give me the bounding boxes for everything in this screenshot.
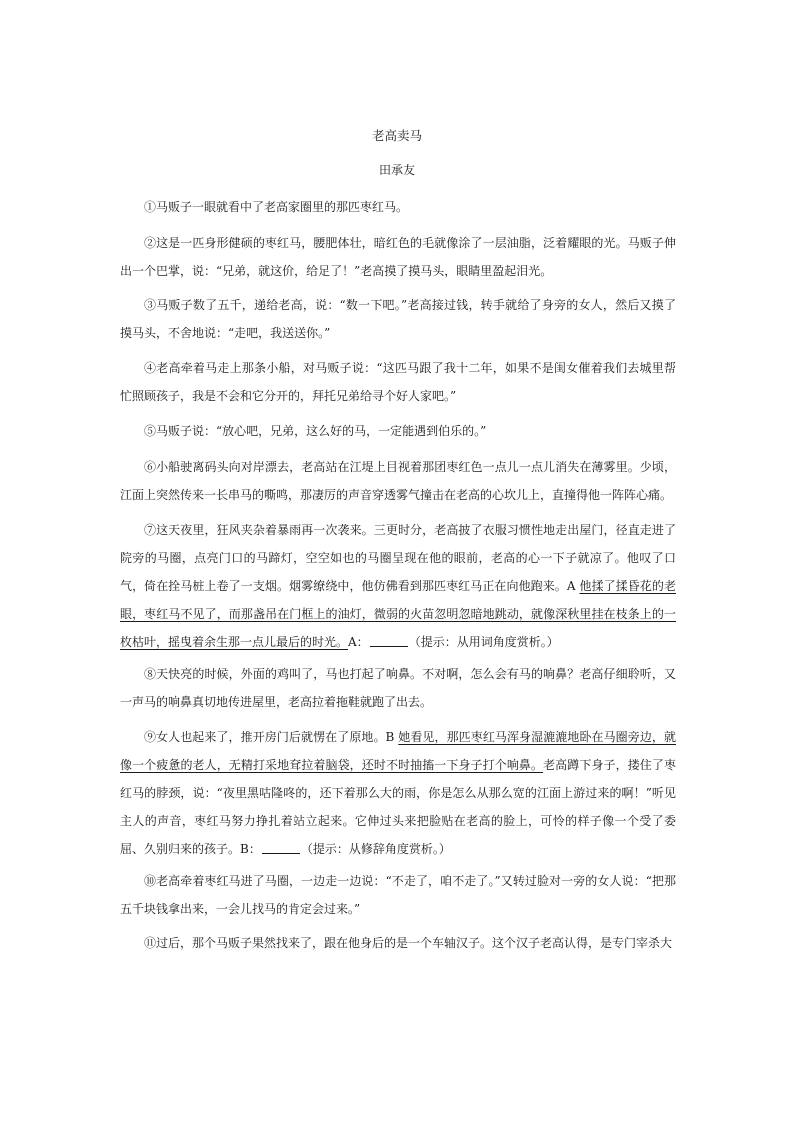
paragraph-11: ⑪过后，那个马贩子果然找来了，跟在他身后的是一个车轴汉子。这个汉子老高认得，是专门宰杀大 bbox=[144, 936, 673, 950]
article-author: 田承友 bbox=[378, 163, 415, 177]
paragraph-9 bbox=[120, 723, 676, 863]
answer-label-a: A： bbox=[348, 635, 369, 649]
paragraph-3: ③马贩子数了五千，递给老高，说：“数一下吧。”老高接过钱，转手就给了身旁的女人，然后又摸了摸马头，不舍地说：“走吧，我送送你。” bbox=[120, 298, 676, 340]
paragraph-6: ⑥小船驶离码头向对岸漂去，老高站在江堤上目视着那团枣红色一点儿一点儿消失在薄雾里。少顷，江面上突然传来一长串马的嘶鸣，那凄厉的声音穿透雾气撞击在老高的心坎儿上，直撞得他一阵阵心痛。 bbox=[120, 460, 676, 502]
paragraph-9-text: ⑨女人也起来了，推开房门后就愣在了原地。B bbox=[144, 730, 399, 744]
paragraph-7-text: ⑦这天夜里，狂风夹杂着暴雨再一次袭来。三更时分，老高披了衣服习惯性地走出屋门，径直走进了院旁的马圈，点亮门口的马蹄灯，空空如也的马圈呈现在他的眼前，老高的心一下子就凉了。他叹了口气，倚在拴马桩上卷了一支烟。烟雾缭绕中，他仿佛看到那匹枣红马正在向他跑来。A bbox=[120, 523, 676, 593]
paragraph-7 bbox=[120, 516, 676, 656]
paragraph-10: ⑩老高牵着枣红马进了马圈，一边走一边说：“不走了，咱不走了。”又转过脸对一旁的女人说：“把那五千块钱拿出来，一会儿找马的肯定会过来。” bbox=[120, 874, 676, 916]
hint-a: （提示：从用词角度赏析。） bbox=[408, 635, 559, 649]
article-title: 老高卖马 bbox=[371, 128, 422, 143]
underlined-sentence-b: 她看见，那匹枣红马浑身湿漉漉地卧在马圈旁边，就像一个疲惫的老人，无精打采地耷拉着脑袋，还时不时抽搐一下身子打个响鼻。 bbox=[120, 730, 676, 772]
paragraph-8: ⑧天快亮的时候，外面的鸡叫了，马也打起了响鼻。不对啊，怎么会有马的响鼻？老高仔细聆听，又一声马的响鼻真切地传进屋里，老高拉着拖鞋就跑了出去。 bbox=[120, 667, 676, 709]
hint-b: （提示：从修辞角度赏析。） bbox=[300, 842, 451, 856]
paragraph-9-continued: 老高蹲下身子，搂住了枣红马的脖颈，说：“夜里黑咕隆咚的，还下着那么大的雨，你是怎么从那么宽的江面上游过来的啊！”听见主人的声音，枣红马努力挣扎着站立起来。它伸过头来把脸贴在老高的脸上，可怜的样子像一个受了委屈、久别归来的孩子。B： bbox=[120, 758, 676, 856]
answer-blank-a[interactable] bbox=[370, 634, 408, 647]
paragraph-2: ②这是一匹身形健硕的枣红马，腰肥体壮，暗红色的毛就像涂了一层油脂，泛着耀眼的光。马贩子伸出一个巴掌，说：“兄弟，就这价，给足了！”老高摸了摸马头，眼睛里盈起泪光。 bbox=[120, 236, 676, 278]
paragraph-5: ⑤马贩子说：“放心吧，兄弟，这么好的马，一定能遇到伯乐的。” bbox=[144, 424, 487, 438]
paragraph-1: ①马贩子一眼就看中了老高家圈里的那匹枣红马。 bbox=[144, 200, 409, 214]
underlined-sentence-a: 他揉了揉昏花的老眼，枣红马不见了，而那盏吊在门框上的油灯，微弱的火苗忽明忽暗地跳动，就像深秋里挂在枝条上的一枚枯叶，摇曳着余生那一点儿最后的时光。 bbox=[120, 579, 676, 649]
answer-blank-b[interactable] bbox=[262, 841, 300, 854]
paragraph-4: ④老高牵着马走上那条小船，对马贩子说：“这匹马跟了我十二年，如果不是闺女催着我们去城里帮忙照顾孩子，我是不会和它分开的，拜托兄弟给寻个好人家吧。” bbox=[120, 361, 676, 403]
